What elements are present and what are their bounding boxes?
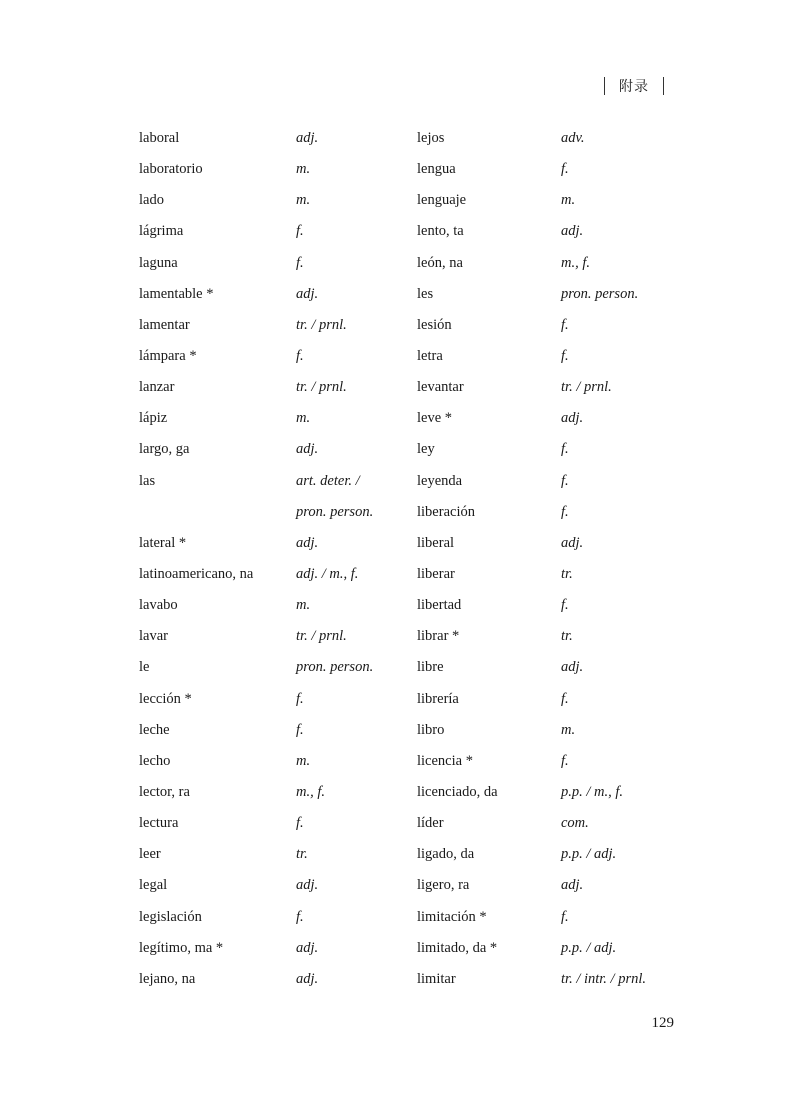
headword-left: lámpara * — [139, 347, 197, 364]
grammar-left: art. deter. / — [296, 472, 360, 489]
headword-left: laboratorio — [139, 161, 203, 178]
vocabulary-row — [0, 373, 800, 404]
headword-left: lado — [139, 192, 164, 209]
headword-right: libre — [417, 659, 444, 676]
grammar-right: tr. / intr. / prnl. — [561, 970, 647, 987]
headword-left: legal — [139, 877, 168, 894]
running-header — [590, 76, 678, 96]
headword-right: liberal — [417, 534, 455, 551]
grammar-left: m. — [296, 161, 311, 178]
grammar-left: adj. — [296, 970, 319, 987]
headword-left: lejano, na — [139, 970, 196, 987]
vocabulary-row — [0, 529, 800, 560]
grammar-left: f. — [296, 223, 304, 240]
headword-right: leve * — [417, 410, 453, 427]
grammar-right: tr. — [561, 628, 573, 645]
headword-right: letra — [417, 347, 443, 364]
vocabulary-row — [0, 622, 800, 653]
grammar-right: f. — [561, 316, 569, 333]
grammar-left: m. — [296, 752, 311, 769]
grammar-right: adj. — [561, 534, 584, 551]
grammar-right: m. — [561, 192, 576, 209]
grammar-left: f. — [296, 254, 304, 271]
headword-right: librería — [417, 690, 459, 707]
vocabulary-row — [0, 404, 800, 435]
grammar-left: pron. person. — [296, 659, 374, 676]
headword-right: libertad — [417, 597, 462, 614]
grammar-left: tr. / prnl. — [296, 316, 347, 333]
vocabulary-row — [0, 934, 800, 965]
headword-right: ligero, ra — [417, 877, 470, 894]
headword-right: levantar — [417, 379, 464, 396]
grammar-right: f. — [561, 690, 569, 707]
grammar-left: pron. person. — [296, 503, 374, 520]
grammar-right: adv. — [561, 130, 585, 146]
grammar-left: f. — [296, 347, 304, 364]
headword-right: lento, ta — [417, 223, 464, 240]
grammar-right: adj. — [561, 223, 584, 240]
headword-right: león, na — [417, 254, 463, 271]
vocabulary-row — [0, 342, 800, 373]
vocabulary-row — [0, 840, 800, 871]
grammar-right: tr. — [561, 565, 573, 582]
grammar-right: p.p. / adj. — [561, 939, 617, 956]
headword-left: lateral * — [139, 534, 187, 551]
grammar-left: f. — [296, 721, 304, 738]
vocabulary-row — [0, 280, 800, 311]
grammar-right: adj. — [561, 659, 584, 676]
grammar-left: tr. / prnl. — [296, 379, 347, 396]
headword-right: lejos — [417, 130, 445, 146]
header-divider-left — [604, 77, 605, 95]
vocabulary-row — [0, 591, 800, 622]
headword-right: lengua — [417, 161, 456, 178]
grammar-left: adj. — [296, 534, 319, 551]
vocabulary-row — [0, 217, 800, 248]
vocabulary-row — [0, 155, 800, 186]
headword-left: lector, ra — [139, 783, 190, 800]
grammar-right: f. — [561, 597, 569, 614]
grammar-left: adj. — [296, 285, 319, 302]
headword-left: laboral — [139, 130, 180, 146]
headword-left: leer — [139, 846, 161, 863]
headword-left: legislación — [139, 908, 202, 925]
grammar-right: m., f. — [561, 254, 590, 271]
grammar-left: adj. / m., f. — [296, 565, 359, 582]
grammar-left: adj. — [296, 939, 319, 956]
grammar-left: f. — [296, 690, 304, 707]
headword-right: libro — [417, 721, 445, 738]
headword-left: lamentar — [139, 316, 190, 333]
vocabulary-row — [0, 249, 800, 280]
headword-left: largo, ga — [139, 441, 190, 458]
headword-right: ley — [417, 441, 435, 458]
grammar-right: com. — [561, 815, 589, 832]
grammar-left: f. — [296, 908, 304, 925]
headword-left: leche — [139, 721, 170, 738]
headword-right: limitación * — [417, 908, 487, 925]
grammar-right: adj. — [561, 410, 584, 427]
headword-right: librar * — [417, 628, 460, 645]
grammar-left: m. — [296, 597, 311, 614]
headword-left: lectura — [139, 815, 179, 832]
grammar-left: adj. — [296, 130, 319, 146]
headword-right: lesión — [417, 316, 452, 333]
headword-right: liberar — [417, 565, 455, 582]
vocabulary-row — [0, 747, 800, 778]
headword-left: lágrima — [139, 223, 184, 240]
headword-right: leyenda — [417, 472, 463, 489]
headword-right: ligado, da — [417, 846, 475, 863]
grammar-right: f. — [561, 347, 569, 364]
headword-right: liberación — [417, 503, 475, 520]
headword-right: licenciado, da — [417, 783, 498, 800]
header-divider-right — [663, 77, 664, 95]
grammar-right: adj. — [561, 877, 584, 894]
headword-left: latinoamericano, na — [139, 565, 254, 582]
header-title: 附录 — [619, 79, 649, 95]
grammar-left: adj. — [296, 877, 319, 894]
vocabulary-row — [0, 124, 800, 155]
headword-left: lanzar — [139, 379, 175, 396]
headword-left: le — [139, 659, 150, 676]
grammar-left: tr. / prnl. — [296, 628, 347, 645]
vocabulary-row — [0, 871, 800, 902]
grammar-right: m. — [561, 721, 576, 738]
grammar-left: adj. — [296, 441, 319, 458]
page-number: 129 — [651, 1015, 674, 1031]
vocabulary-row — [0, 778, 800, 809]
vocabulary-list — [0, 124, 800, 996]
grammar-right: f. — [561, 752, 569, 769]
grammar-left: m. — [296, 410, 311, 427]
grammar-right: p.p. / m., f. — [561, 783, 624, 800]
headword-left: las — [139, 472, 156, 489]
grammar-left: tr. — [296, 846, 308, 863]
grammar-left: f. — [296, 815, 304, 832]
vocabulary-row — [0, 560, 800, 591]
headword-left: laguna — [139, 254, 178, 271]
headword-left: legítimo, ma * — [139, 939, 224, 956]
vocabulary-row — [0, 435, 800, 466]
vocabulary-row — [0, 716, 800, 747]
grammar-right: tr. / prnl. — [561, 379, 612, 396]
vocabulary-row — [0, 685, 800, 716]
headword-left: lavar — [139, 628, 168, 645]
headword-left: lecho — [139, 752, 171, 769]
headword-right: limitado, da * — [417, 939, 498, 956]
grammar-left: m., f. — [296, 783, 325, 800]
grammar-right: f. — [561, 441, 569, 458]
grammar-right: f. — [561, 472, 569, 489]
vocabulary-row — [0, 311, 800, 342]
grammar-left: m. — [296, 192, 311, 209]
headword-right: lenguaje — [417, 192, 467, 209]
grammar-right: f. — [561, 161, 569, 178]
headword-left: lavabo — [139, 597, 178, 614]
headword-left: lección * — [139, 690, 192, 707]
headword-right: limitar — [417, 970, 456, 987]
grammar-right: f. — [561, 503, 569, 520]
vocabulary-row — [0, 965, 800, 996]
headword-left: lamentable * — [139, 285, 214, 302]
grammar-right: pron. person. — [561, 285, 639, 302]
grammar-right: p.p. / adj. — [561, 846, 617, 863]
grammar-right: f. — [561, 908, 569, 925]
vocabulary-row — [0, 467, 800, 498]
vocabulary-row — [0, 186, 800, 217]
headword-right: líder — [417, 815, 444, 832]
vocabulary-row — [0, 653, 800, 684]
vocabulary-row — [0, 809, 800, 840]
vocabulary-row — [0, 498, 800, 529]
headword-right: les — [417, 285, 434, 302]
headword-right: licencia * — [417, 752, 473, 769]
vocabulary-row — [0, 903, 800, 934]
headword-left: lápiz — [139, 410, 168, 427]
